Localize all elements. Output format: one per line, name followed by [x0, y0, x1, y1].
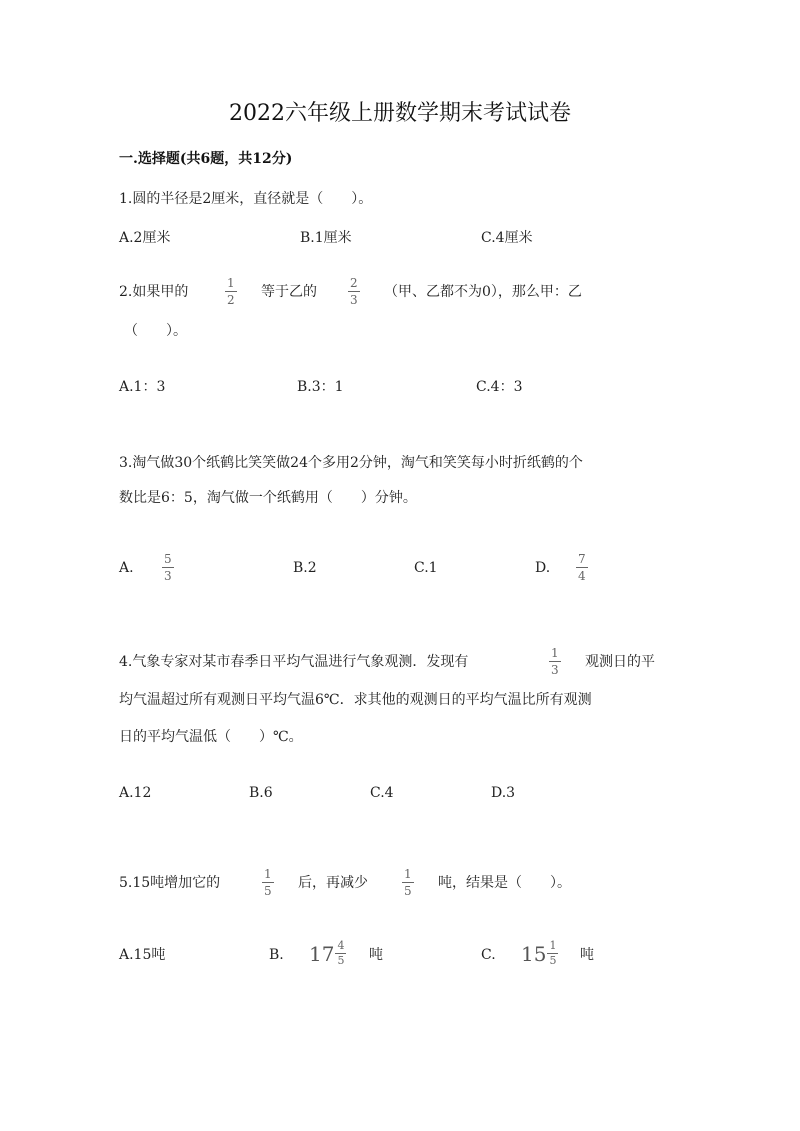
q4-fraction	[549, 646, 561, 677]
q2-text-part1: 2.如果甲的	[119, 284, 189, 300]
q3-optD-numerator: 7	[578, 552, 586, 566]
q5-optC-whole: 15	[521, 941, 547, 966]
q5-optB-whole: 17	[309, 941, 335, 966]
q3-option-c: C.1	[414, 560, 438, 576]
q5-text-part2: 后，再减少	[298, 875, 368, 891]
page-title: 2022六年级上册数学期末考试试卷	[229, 101, 571, 126]
q5-option-b-unit: 吨	[369, 947, 383, 963]
q5-frac1-denominator: 5	[264, 884, 272, 898]
q5-option-a: A.15吨	[119, 947, 166, 963]
q5-optC-denominator: 5	[549, 954, 557, 967]
q2-frac2-denominator: 3	[350, 293, 358, 307]
q3-optD-denominator: 4	[578, 569, 586, 583]
q3-text-line1: 3.淘气做30个纸鹤比笑笑做24个多用2分钟，淘气和笑笑每小时折纸鹤的个	[119, 455, 583, 471]
q2-text-line2: （ ）。	[124, 323, 187, 339]
q4-text-part2: 观测日的平	[585, 654, 655, 670]
q5-option-c-unit: 吨	[580, 947, 594, 963]
q5-optB-numerator: 4	[337, 939, 345, 952]
q3-optA-numerator: 5	[164, 552, 172, 566]
q5-optB-fraction	[335, 940, 346, 967]
q5-option-c-mixed-number	[521, 940, 558, 967]
q2-frac1-numerator: 1	[227, 276, 235, 290]
q5-frac2-denominator: 5	[404, 884, 412, 898]
q3-option-b: B.2	[293, 560, 317, 576]
q2-option-b: B.3：1	[297, 379, 344, 395]
q5-text-part3: 吨，结果是（ ）。	[438, 875, 571, 891]
q3-option-d-label: D.	[535, 560, 551, 576]
q2-frac2-numerator: 2	[350, 276, 358, 290]
q4-text-line2: 均气温超过所有观测日平均气温6℃．求其他的观测日的平均气温比所有观测	[119, 692, 592, 708]
q2-option-c: C.4：3	[476, 379, 523, 395]
q3-text-line2: 数比是6：5，淘气做一个纸鹤用（ ）分钟。	[119, 490, 417, 506]
q2-fraction-2	[348, 276, 360, 307]
q5-optC-fraction	[547, 940, 558, 967]
q5-fraction-1	[262, 867, 274, 898]
q4-option-a: A.12	[119, 785, 152, 801]
section-heading: 一.选择题(共6题，共12分)	[119, 151, 293, 167]
q4-frac-numerator: 1	[551, 646, 559, 660]
q4-option-b: B.6	[249, 785, 273, 801]
q4-option-d: D.3	[491, 785, 516, 801]
q2-text-part2: 等于乙的	[261, 284, 317, 300]
q1-option-b: B.1厘米	[300, 230, 352, 246]
q5-frac2-numerator: 1	[404, 867, 412, 881]
q1-option-a: A.2厘米	[119, 230, 171, 246]
q2-frac1-denominator: 2	[227, 293, 235, 307]
q5-frac1-numerator: 1	[264, 867, 272, 881]
q2-option-a: A.1：3	[119, 379, 166, 395]
q5-option-c-label: C.	[481, 947, 496, 963]
q4-option-c: C.4	[370, 785, 394, 801]
q4-frac-denominator: 3	[551, 663, 559, 677]
q4-text-part1: 4.气象专家对某市春季日平均气温进行气象观测．发现有	[119, 654, 469, 670]
q5-fraction-2	[402, 867, 414, 898]
q5-optC-numerator: 1	[549, 939, 557, 952]
q2-text-part3: （甲、乙都不为0），那么甲：乙	[384, 284, 582, 300]
q1-option-c: C.4厘米	[481, 230, 533, 246]
q4-text-line3: 日的平均气温低（ ）℃。	[119, 729, 303, 745]
question-1-stem: 1.圆的半径是2厘米，直径就是（ ）。	[119, 191, 373, 207]
q5-option-b-mixed-number	[309, 940, 346, 967]
q5-optB-denominator: 5	[337, 954, 345, 967]
q2-fraction-1	[225, 276, 237, 307]
q5-text-part1: 5.15吨增加它的	[119, 875, 221, 891]
q3-option-a-fraction	[162, 552, 174, 583]
q3-option-d-fraction	[576, 552, 588, 583]
q5-option-b-label: B.	[269, 947, 284, 963]
q3-option-a-label: A.	[119, 560, 134, 576]
q3-optA-denominator: 3	[164, 569, 172, 583]
